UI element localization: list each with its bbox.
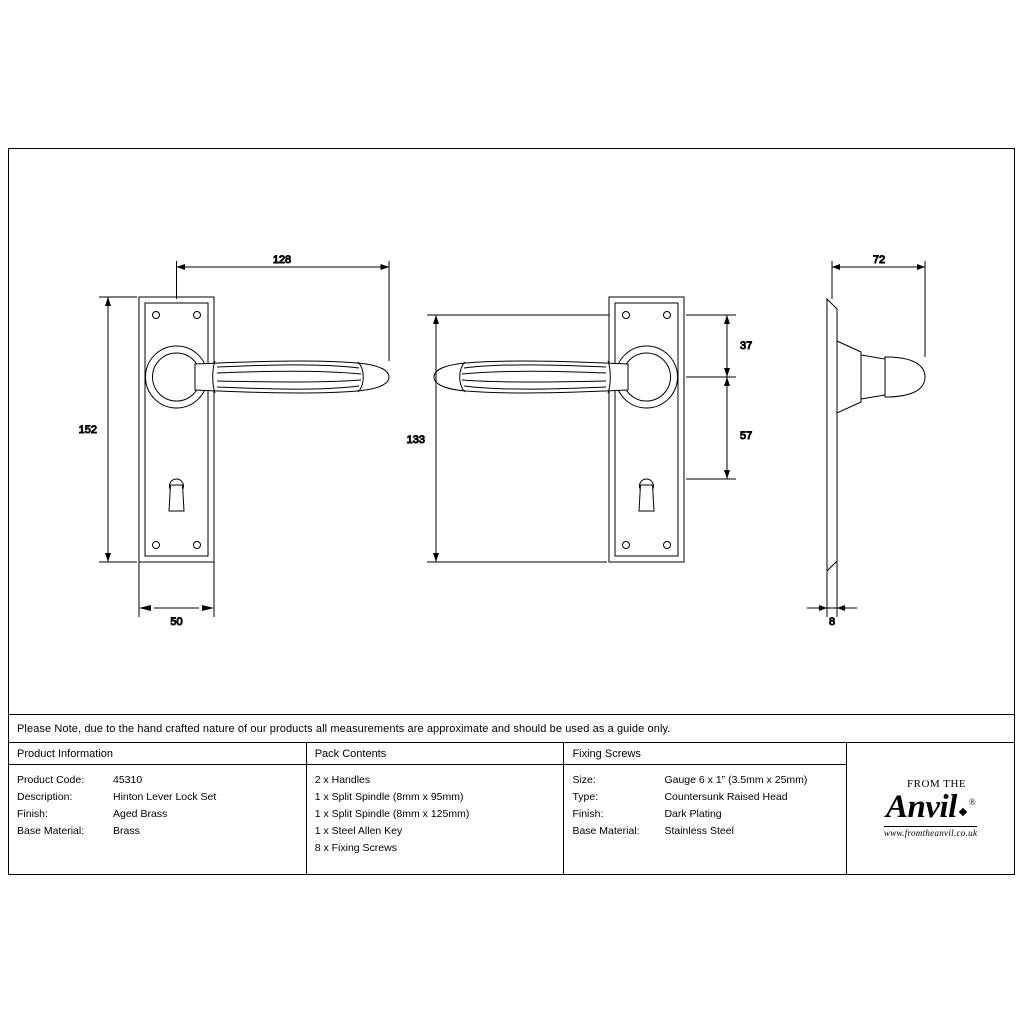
side-view [827, 299, 925, 571]
finish-value: Aged Brass [113, 808, 168, 820]
pack-item: 1 x Split Spindle (8mm x 95mm) [314, 791, 464, 803]
pack-item: 2 x Handles [314, 774, 371, 786]
technical-drawing-svg [9, 149, 1014, 714]
measurement-note-text: Please Note, due to the hand crafted nature of our products all measurements are approximate and should be used as a guide only. [17, 722, 671, 735]
pack-item: 1 x Split Spindle (8mm x 125mm) [314, 808, 470, 820]
logo-top-text: FROM THE [907, 777, 967, 790]
fixing-screws-heading: Fixing Screws [564, 743, 846, 765]
front-view-lever [195, 361, 389, 393]
dimension-133 [427, 315, 609, 562]
product-information-heading: Product Information [9, 743, 306, 765]
dimension-8-label: 8 [828, 616, 836, 628]
screw-size-value: Gauge 6 x 1” (3.5mm x 25mm) [664, 774, 808, 786]
dimension-57-label: 57 [740, 430, 753, 442]
dimension-37-label: 37 [740, 340, 753, 352]
dimension-128-label: 128 [272, 254, 292, 266]
dimension-57 [686, 377, 736, 479]
base-material-row [17, 823, 298, 840]
pack-item: 8 x Fixing Screws [314, 842, 397, 854]
product-spec-sheet [8, 148, 1015, 875]
finish-row [17, 806, 298, 823]
pack-item: 1 x Steel Allen Key [314, 825, 403, 837]
product-information-column [9, 743, 307, 874]
rear-view-backplate [609, 297, 684, 562]
screw-base-material-row [572, 823, 838, 840]
registered-mark: ® [968, 796, 976, 807]
base-material-value: Brass [113, 825, 140, 837]
front-view-backplate [139, 297, 214, 562]
dimension-72-label: 72 [872, 254, 886, 266]
logo-wordmark: Anvil [885, 788, 957, 825]
fixing-screws-column [564, 743, 847, 874]
screw-type-label: Type: [572, 791, 599, 803]
pack-contents-heading: Pack Contents [307, 743, 564, 765]
dimension-152 [99, 297, 137, 562]
finish-label: Finish: [17, 808, 48, 820]
logo-url: www.fromtheanvil.co.uk [883, 828, 978, 839]
dimension-152-label: 152 [78, 424, 97, 436]
logo-main-text [884, 788, 977, 825]
screw-base-material-label: Base Material: [572, 825, 640, 837]
screw-base-material-value: Stainless Steel [664, 825, 734, 837]
description-label: Description: [17, 791, 73, 803]
diamond-icon [959, 808, 967, 816]
fixing-screws-body [564, 765, 846, 840]
base-material-label: Base Material: [17, 825, 85, 837]
description-value: Hinton Lever Lock Set [113, 791, 217, 803]
logo-divider [884, 826, 977, 828]
dimension-50-label: 50 [170, 616, 183, 628]
description-row [17, 789, 298, 806]
screw-size-row [572, 772, 838, 789]
product-code-value: 45310 [113, 774, 143, 786]
dimension-133-label: 133 [406, 434, 425, 446]
screw-type-row [572, 789, 838, 806]
brand-logo [847, 743, 1014, 874]
screw-finish-row [572, 806, 838, 823]
dimension-37 [686, 315, 736, 377]
screw-finish-value: Dark Plating [664, 808, 722, 820]
specification-tables [9, 743, 1014, 874]
product-code-row [17, 772, 298, 789]
measurement-note-row [9, 714, 1014, 743]
screw-type-value: Countersunk Raised Head [664, 791, 788, 803]
dimension-50 [139, 562, 214, 617]
dimension-72 [832, 261, 925, 357]
pack-contents-body [307, 765, 564, 857]
product-code-label: Product Code: [17, 774, 85, 786]
pack-contents-column [307, 743, 565, 874]
rear-view-lever [434, 361, 628, 393]
brand-logo-column [847, 743, 1014, 874]
product-information-body [9, 765, 306, 840]
dimension-8 [807, 561, 857, 617]
screw-size-label: Size: [572, 774, 596, 786]
screw-finish-label: Finish: [572, 808, 604, 820]
technical-drawing-area [9, 149, 1014, 714]
